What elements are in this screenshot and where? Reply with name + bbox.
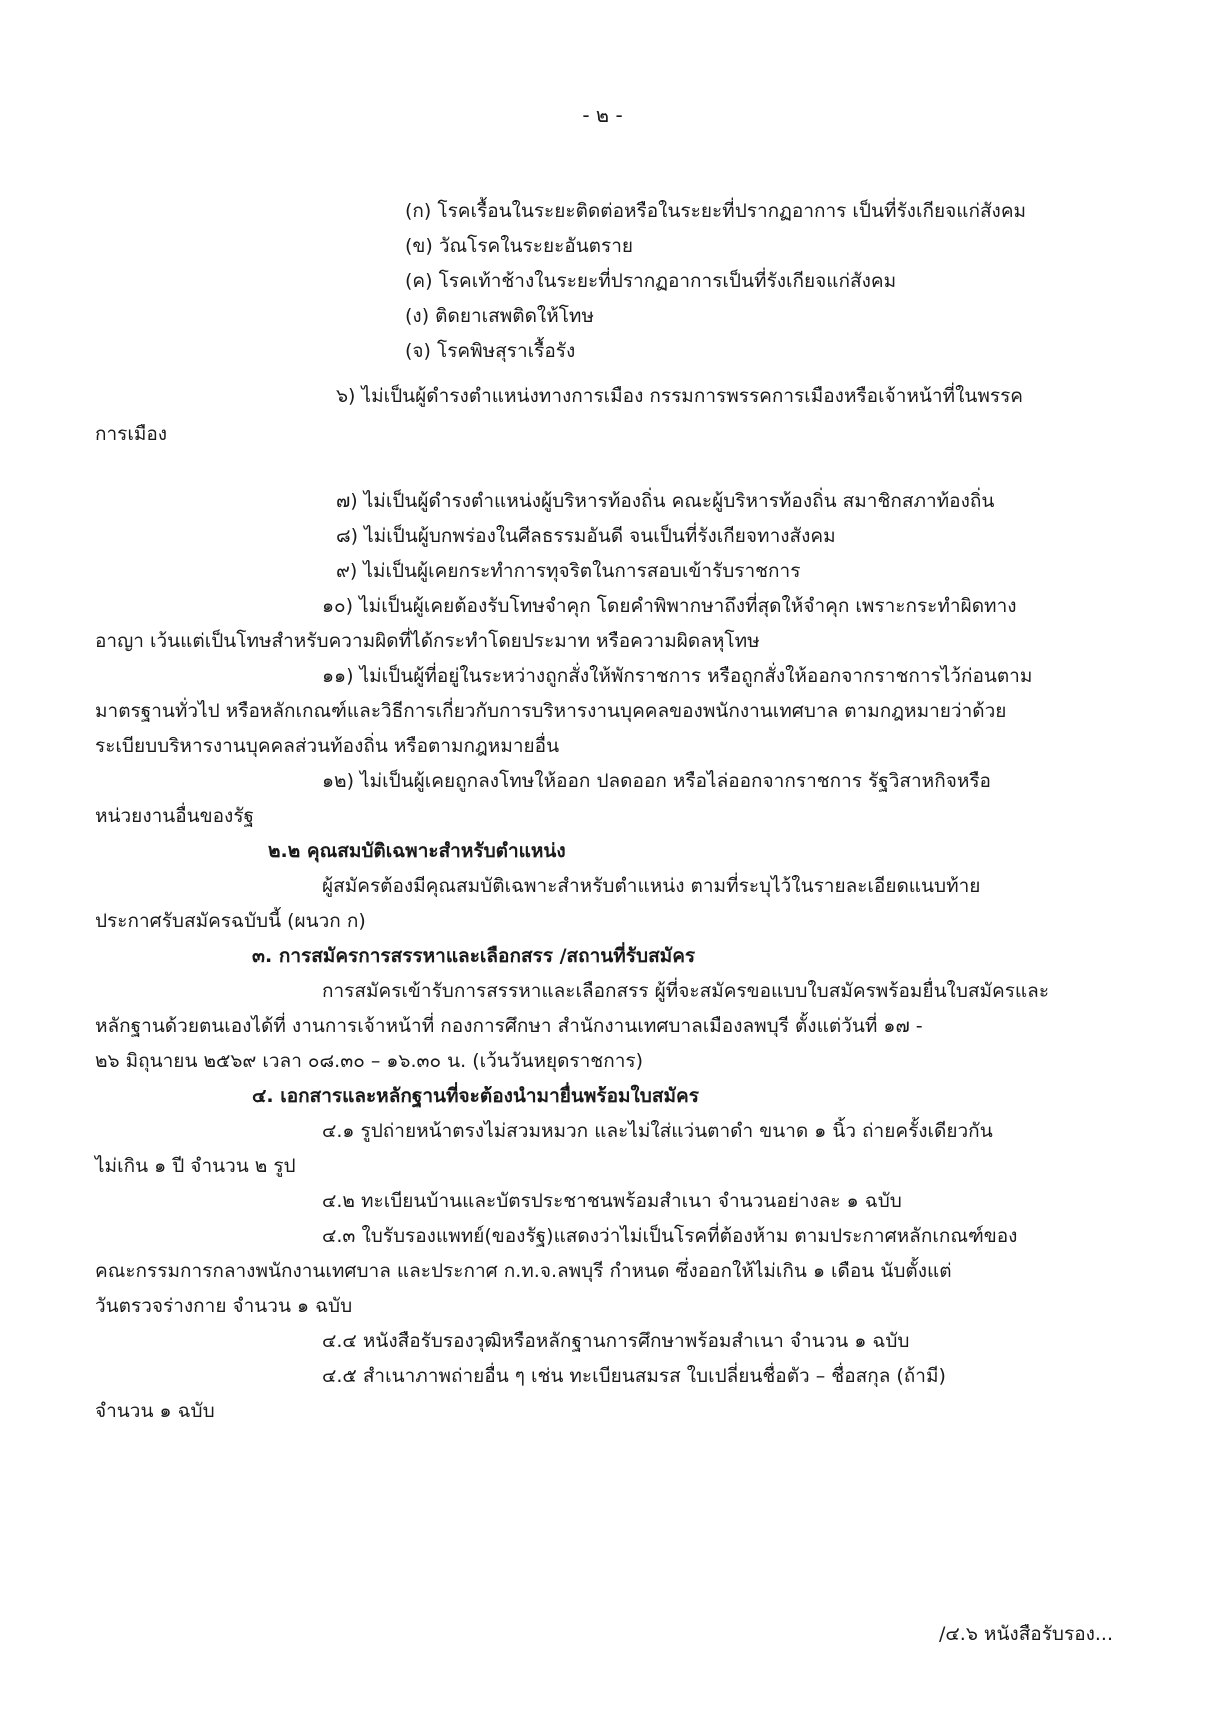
section-2-2-line2: ประกาศรับสมัครฉบับนี้ (ผนวก ก) (95, 910, 366, 932)
qualification-10-line1: ๑๐) ไม่เป็นผู้เคยต้องรับโทษจำคุก โดยคำพิพากษาถึงที่สุดให้จำคุก เพราะกระทำผิดทาง (322, 595, 1017, 617)
qualification-8: ๘) ไม่เป็นผู้บกพร่องในศีลธรรมอันดี จนเป็นที่รังเกียจทางสังคม (336, 525, 836, 547)
qualification-6-line2: การเมือง (95, 423, 168, 445)
section-4-1-line2: ไม่เกิน ๑ ปี จำนวน ๒ รูป (95, 1155, 296, 1177)
disease-item: (ข) วัณโรคในระยะอันตราย (405, 235, 634, 257)
qualification-11-line3: ระเบียบบริหารงานบุคคลส่วนท้องถิ่น หรือตามกฎหมายอื่น (95, 735, 560, 757)
section-4-5-line1: ๔.๕ สำเนาภาพถ่ายอื่น ๆ เช่น ทะเบียนสมรส ใบเปลี่ยนชื่อตัว – ชื่อสกุล (ถ้ามี) (322, 1365, 946, 1387)
section-4-2: ๔.๒ ทะเบียนบ้านและบัตรประชาชนพร้อมสำเนา จำนวนอย่างละ ๑ ฉบับ (322, 1190, 902, 1212)
qualification-9: ๙) ไม่เป็นผู้เคยกระทำการทุจริตในการสอบเข้ารับราชการ (336, 560, 801, 582)
qualification-7: ๗) ไม่เป็นผู้ดำรงตำแหน่งผู้บริหารท้องถิ่น คณะผู้บริหารท้องถิ่น สมาชิกสภาท้องถิ่น (336, 490, 995, 512)
section-4-3-line2: คณะกรรมการกลางพนักงานเทศบาล และประกาศ ก.ท.จ.ลพบุรี กำหนด ซึ่งออกให้ไม่เกิน ๑ เดือน นับตั้งแต่ (95, 1260, 952, 1282)
section-4-1-line1: ๔.๑ รูปถ่ายหน้าตรงไม่สวมหมวก และไม่ใส่แว่นตาดำ ขนาด ๑ นิ้ว ถ่ายครั้งเดียวกัน (322, 1120, 993, 1142)
section-4-4: ๔.๔ หนังสือรับรองวุฒิหรือหลักฐานการศึกษาพร้อมสำเนา จำนวน ๑ ฉบับ (322, 1330, 910, 1352)
section-4-5-line2: จำนวน ๑ ฉบับ (95, 1400, 215, 1422)
section-2-2-heading: ๒.๒ คุณสมบัติเฉพาะสำหรับตำแหน่ง (268, 840, 566, 862)
section-3-line3: ๒๖ มิถุนายน ๒๕๖๙ เวลา ๐๘.๓๐ – ๑๖.๓๐ น. (เว้นวันหยุดราชการ) (95, 1050, 643, 1072)
section-4-3-line3: วันตรวจร่างกาย จำนวน ๑ ฉบับ (95, 1295, 353, 1317)
disease-item: (ก) โรคเรื้อนในระยะติดต่อหรือในระยะที่ปรากฏอาการ เป็นที่รังเกียจแก่สังคม (405, 200, 1027, 222)
disease-item: (ง) ติดยาเสพติดให้โทษ (405, 305, 594, 327)
section-3-heading: ๓. การสมัครการสรรหาและเลือกสรร /สถานที่รับสมัคร (252, 945, 696, 967)
qualification-12-line2: หน่วยงานอื่นของรัฐ (95, 805, 255, 827)
qualification-11-line1: ๑๑) ไม่เป็นผู้ที่อยู่ในระหว่างถูกสั่งให้พักราชการ หรือถูกสั่งให้ออกจากราชการไว้ก่อนตาม (322, 665, 1033, 687)
qualification-12-line1: ๑๒) ไม่เป็นผู้เคยถูกลงโทษให้ออก ปลดออก หรือไล่ออกจากราชการ รัฐวิสาหกิจหรือ (322, 770, 991, 792)
section-2-2-line1: ผู้สมัครต้องมีคุณสมบัติเฉพาะสำหรับตำแหน่ง ตามที่ระบุไว้ในรายละเอียดแนบท้าย (322, 875, 981, 897)
qualification-10-line2: อาญา เว้นแต่เป็นโทษสำหรับความผิดที่ได้กระทำโดยประมาท หรือความผิดลหุโทษ (95, 630, 760, 652)
disease-item: (ค) โรคเท้าช้างในระยะที่ปรากฏอาการเป็นที่รังเกียจแก่สังคม (405, 270, 897, 292)
disease-item: (จ) โรคพิษสุราเรื้อรัง (405, 340, 576, 362)
page-number: - ๒ - (582, 103, 623, 127)
section-4-heading: ๔. เอกสารและหลักฐานที่จะต้องนำมายื่นพร้อมใบสมัคร (252, 1085, 699, 1107)
section-3-line1: การสมัครเข้ารับการสรรหาและเลือกสรร ผู้ที่จะสมัครขอแบบใบสมัครพร้อมยื่นใบสมัครและ (322, 980, 1050, 1002)
qualification-11-line2: มาตรฐานทั่วไป หรือหลักเกณฑ์และวิธีการเกี่ยวกับการบริหารงานบุคคลของพนักงานเทศบาล ตามกฎหมายว่าด้วย (95, 700, 1007, 722)
section-3-line2: หลักฐานด้วยตนเองได้ที่ งานการเจ้าหน้าที่ กองการศึกษา สำนักงานเทศบาลเมืองลพบุรี ตั้งแต่วันที่ ๑๗ - (95, 1015, 923, 1037)
qualification-6-line1: ๖) ไม่เป็นผู้ดำรงตำแหน่งทางการเมือง กรรมการพรรคการเมืองหรือเจ้าหน้าที่ในพรรค (336, 385, 1023, 407)
section-4-3-line1: ๔.๓ ใบรับรองแพทย์(ของรัฐ)แสดงว่าไม่เป็นโรคที่ต้องห้าม ตามประกาศหลักเกณฑ์ของ (322, 1225, 1018, 1247)
continuation-note: /๔.๖ หนังสือรับรอง... (939, 1623, 1113, 1645)
